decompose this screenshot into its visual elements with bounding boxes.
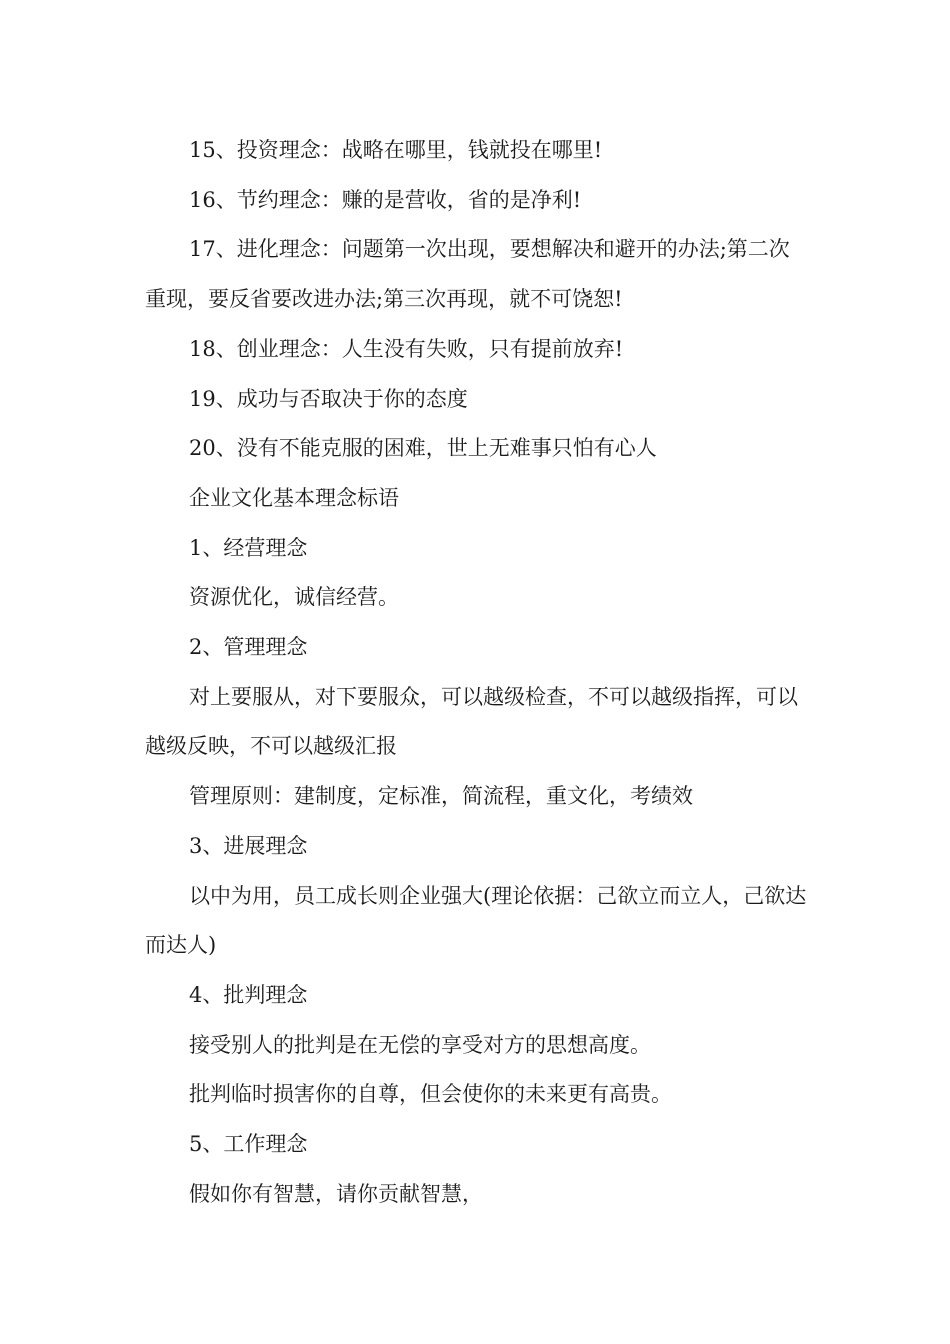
heading-business-concept: 1、经营理念: [189, 535, 308, 560]
paragraph-management-principles: 管理原则：建制度，定标准，简流程，重文化，考绩效: [189, 784, 693, 809]
paragraph-entrepreneurship-concept: 18、创业理念：人生没有失败，只有提前放弃!: [189, 336, 624, 361]
paragraph-no-difficulty: 20、没有不能克服的困难，世上无难事只怕有心人: [189, 436, 657, 461]
heading-work-concept: 5、工作理念: [189, 1132, 308, 1157]
heading-development-concept: 3、进展理念: [189, 833, 308, 858]
paragraph-management-concept: 对上要服从，对下要服众，可以越级检查，不可以越级指挥，可以越级反映，不可以越级汇报: [145, 684, 798, 759]
paragraph-success-attitude: 19、成功与否取决于你的态度: [189, 386, 468, 411]
paragraph-evolution-concept: 17、进化理念：问题第一次出现，要想解决和避开的办法;第二次重现，要反省要改进办法;第三次再现，就不可饶恕!: [145, 237, 790, 312]
paragraph-work-concept: 假如你有智慧，请你贡献智慧，: [189, 1181, 483, 1206]
paragraph-criticism-2: 批判临时损害你的自尊，但会使你的未来更有高贵。: [189, 1082, 672, 1107]
paragraph-criticism-1: 接受别人的批判是在无偿的享受对方的思想高度。: [189, 1032, 651, 1057]
paragraph-business-concept: 资源优化，诚信经营。: [189, 585, 399, 610]
document-body: [145, 126, 810, 1219]
paragraph-saving-concept: 16、节约理念：赚的是营收，省的是净利!: [189, 187, 582, 212]
section-heading-culture-slogans: 企业文化基本理念标语: [189, 485, 399, 510]
paragraph-development-concept: 以中为用，员工成长则企业强大(理论依据：己欲立而立人，己欲达而达人): [145, 883, 807, 958]
heading-management-concept: 2、管理理念: [189, 635, 308, 660]
heading-criticism-concept: 4、批判理念: [189, 982, 308, 1007]
paragraph-investment-concept: 15、投资理念：战略在哪里，钱就投在哪里!: [189, 138, 603, 162]
